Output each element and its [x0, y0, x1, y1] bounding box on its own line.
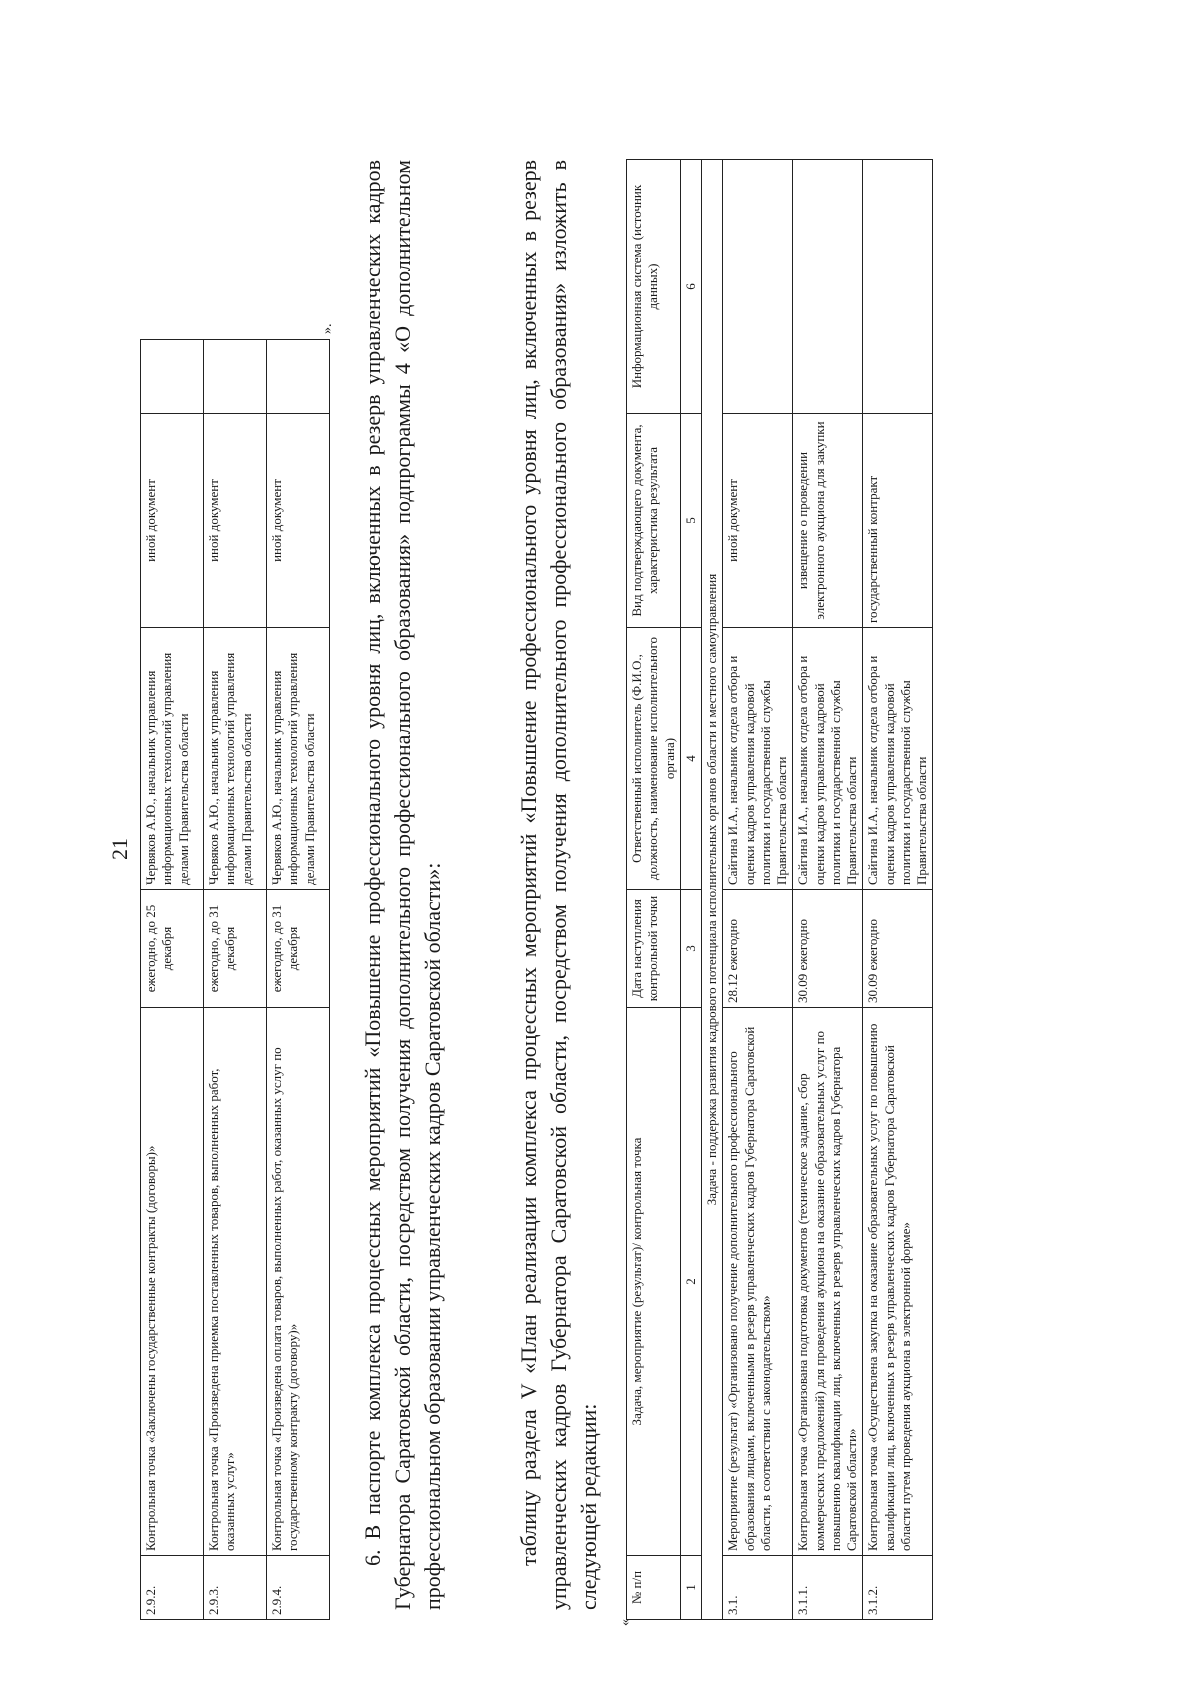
- row-source: [204, 340, 267, 414]
- table-row: [204, 340, 267, 1620]
- row-date: ежегодно, до 25 декабря: [141, 890, 204, 1008]
- header-date: Дата наступления контрольной точки: [627, 890, 681, 1008]
- row-description: Контрольная точка «Заключены государственные контракты (договоры)»: [141, 1008, 204, 1556]
- table-row: [267, 340, 330, 1620]
- row-source: [267, 340, 330, 414]
- row-number: 2.9.2.: [141, 1556, 204, 1620]
- row-source: [793, 160, 863, 414]
- column-number: 1: [680, 1556, 701, 1620]
- row-responsible: Сайгина И.А., начальник отдела отбора и оценки кадров управления кадровой политики и государственной службы Правительства области: [863, 628, 933, 890]
- column-number: 5: [680, 414, 701, 628]
- row-date: 30.09 ежегодно: [863, 890, 933, 1008]
- row-description: Контрольная точка «Произведена приемка поставленных товаров, выполненных работ, оказанных услуг»: [204, 1008, 267, 1556]
- row-description: Контрольная точка «Произведена оплата товаров, выполненных работ, оказанных услуг по государственному контракту (договору)»: [267, 1008, 330, 1556]
- row-source: [141, 340, 204, 414]
- row-document: извещение о проведении электронного аукциона для закупки: [793, 414, 863, 628]
- table-header-row: [627, 160, 681, 1620]
- table-row: [141, 340, 204, 1620]
- row-document: иной документ: [141, 414, 204, 628]
- column-number: 3: [680, 890, 701, 1008]
- row-date: 28.12 ежегодно: [723, 890, 793, 1008]
- row-document: иной документ: [723, 414, 793, 628]
- row-responsible: Червяков А.Ю., начальник управления информационных технологий управления делами Правительства области: [141, 628, 204, 890]
- row-source: [723, 160, 793, 414]
- rotated-content: [140, 150, 1060, 1626]
- column-number: 4: [680, 628, 701, 890]
- row-description: Контрольная точка «Осуществлена закупка на оказание образовательных услуг по повышению квалификации лиц, включенных в резерв управленческих кадров Губернатора Саратовской области путем проведения аукциона в электронной форме»: [863, 1008, 933, 1556]
- row-date: 30.09 ежегодно: [793, 890, 863, 1008]
- row-date: ежегодно, до 31 декабря: [267, 890, 330, 1008]
- continued-table: [140, 339, 330, 1620]
- row-document: иной документ: [204, 414, 267, 628]
- row-number: 2.9.4.: [267, 1556, 330, 1620]
- column-number: 6: [680, 160, 701, 414]
- closing-quote: ».: [320, 323, 335, 334]
- row-number: 3.1.: [723, 1556, 793, 1620]
- header-responsible: Ответственный исполнитель (Ф.И.О., должность, наименование исполнительного органа): [627, 628, 681, 890]
- column-number: 2: [680, 1008, 701, 1556]
- row-source: [863, 160, 933, 414]
- table-row: [863, 160, 933, 1620]
- header-number: № п/п: [627, 1556, 681, 1620]
- header-task: Задача, мероприятие (результат)/ контрольная точка: [627, 1008, 681, 1556]
- table-column-numbers: [680, 160, 701, 1620]
- row-number: 2.9.3.: [204, 1556, 267, 1620]
- row-date: ежегодно, до 31 декабря: [204, 890, 267, 1008]
- row-document: государственный контракт: [863, 414, 933, 628]
- opening-quote: «: [618, 1619, 633, 1626]
- row-responsible: Сайгина И.А., начальник отдела отбора и оценки кадров управления кадровой политики и государственной службы Правительства области: [723, 628, 793, 890]
- task-title: Задача - поддержка развития кадрового потенциала исполнительных органов области и местного самоуправления: [702, 160, 723, 1620]
- header-document: Вид подтверждающего документа, характеристика результата: [627, 414, 681, 628]
- page-number: 21: [107, 838, 132, 860]
- row-responsible: Червяков А.Ю., начальник управления информационных технологий управления делами Правительства области: [204, 628, 267, 890]
- paragraph-table-intro: таблицу раздела V «План реализации комплекса процессных мероприятий «Повышение профессионального уровня лиц, включенных в резерв управленческих кадров Губернатора Саратовской области, посредством получения дополнительного профессионального образования» изложить в следующей редакции:: [516, 160, 601, 1610]
- row-number: 3.1.2.: [863, 1556, 933, 1620]
- row-description: Мероприятие (результат) «Организовано получение дополнительного профессионального образования лицами, включенными в резерв управленческих кадров Губернатора Саратовской области, в соответствии с законодательством»: [723, 1008, 793, 1556]
- table-row: [793, 160, 863, 1620]
- row-number: 3.1.1.: [793, 1556, 863, 1620]
- paragraph-amendment-6: 6. В паспорте комплекса процессных мероприятий «Повышение профессионального уровня лиц, включенных в резерв управленческих кадров Губернатора Саратовской области, посредством получения дополнительного профессионального образования» подпрограммы 4 «О дополнительном профессиональном образовании управленческих кадров Саратовской области»:: [360, 160, 445, 1610]
- table-row: [723, 160, 793, 1620]
- plan-table: [626, 159, 933, 1620]
- task-row: [702, 160, 723, 1620]
- row-description: Контрольная точка «Организована подготовка документов (техническое задание, сбор коммерческих предложений) для проведения аукциона на оказание образовательных услуг по повышению квалификации лиц, включенных в резерв управленческих кадров Губернатора Саратовской области»: [793, 1008, 863, 1556]
- row-responsible: Червяков А.Ю., начальник управления информационных технологий управления делами Правительства области: [267, 628, 330, 890]
- header-source: Информационная система (источник данных): [627, 160, 681, 414]
- row-document: иной документ: [267, 414, 330, 628]
- row-responsible: Сайгина И.А., начальник отдела отбора и оценки кадров управления кадровой политики и государственной службы Правительства области: [793, 628, 863, 890]
